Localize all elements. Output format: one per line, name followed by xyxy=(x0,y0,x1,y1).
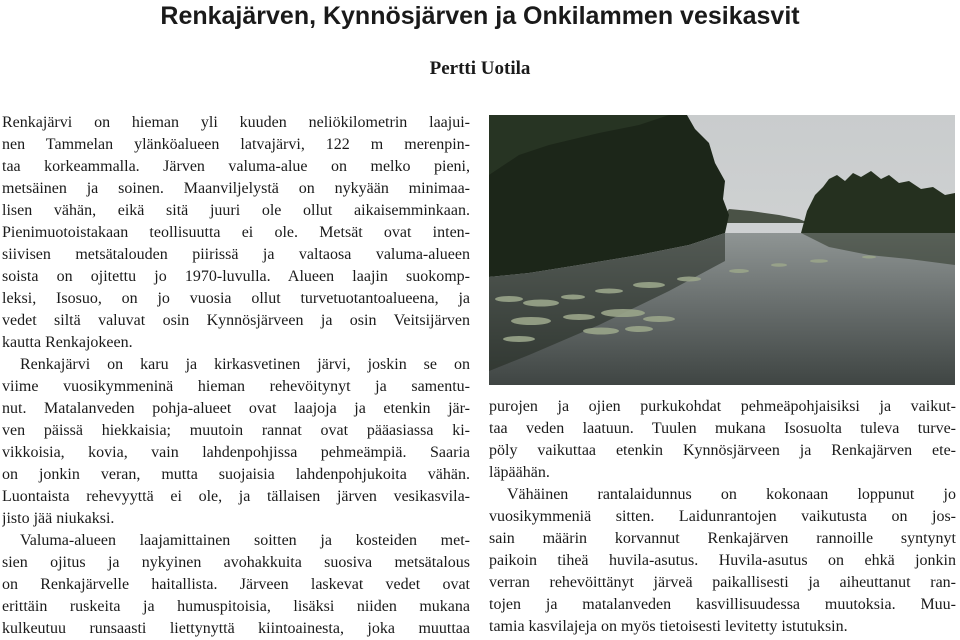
article-title: Renkajärven, Kynnösjärven ja Onkilammen vesikasvit xyxy=(160,2,800,30)
text-line: pöly vaikuttaa etenkin Kynnösjärveen ja Renkajärven ete- xyxy=(489,442,956,459)
left-column-text xyxy=(2,112,470,640)
article-author xyxy=(0,58,960,80)
text-line: ven päissä hiekkaisia; muutoin rannat ovat pääasiassa ki- xyxy=(2,422,470,439)
right-column-text xyxy=(489,396,956,638)
lake-photo xyxy=(489,115,955,385)
text-line: Renkajärvi on karu ja kirkasvetinen järvi, joskin se on xyxy=(20,356,470,373)
text-line: nen Tammelan ylänköalueen latvajärvi, 122 m merenpin- xyxy=(2,136,470,153)
text-line: verran rehevöittänyt järveä paikallisesti ja aiheuttanut ran- xyxy=(489,574,956,591)
text-line: tamia kasvilajeja on myös tietoisesti levitetty istutuksin. xyxy=(489,618,848,635)
text-line: sain määrin korvannut Renkajärven rannoille syntynyt xyxy=(489,530,956,547)
text-line: viime vuosikymmeninä hieman rehevöitynyt ja samentu- xyxy=(2,378,470,395)
text-line: tojen ja matalanveden kasvillisuudessa muutoksia. Muu- xyxy=(489,596,956,613)
text-line: leksi, Isosuo, on jo vuosia ollut turvetuotantoalueena, ja xyxy=(2,290,470,307)
text-line: on jonkin veran, mutta suojaisia lahdenpohjukoita vähän. xyxy=(2,466,470,483)
text-line: Vähäinen rantalaidunnus on kokonaan loppunut jo xyxy=(507,486,956,503)
author-name: Pertti Uotila xyxy=(429,58,531,79)
text-line: jisto jää niukaksi. xyxy=(2,510,115,527)
text-line: vedet siltä valuvat osin Kynnösjärveen ja osin Veitsijärven xyxy=(2,312,470,329)
text-line: erittäin ruskeita ja humuspitoisia, lisäksi niiden mukana xyxy=(2,598,470,615)
text-line: nut. Matalanveden pohja-alueet ovat laajoja ja etenkin jär- xyxy=(2,400,470,417)
text-line: vuosikymmeniä sitten. Laidunrantojen vaikutusta on jos- xyxy=(489,508,956,525)
text-line: vikkoisia, kovia, vain lahdenpohjissa pehmeämpiä. Saaria xyxy=(2,444,470,461)
text-line: sien ojitus ja nykyinen avohakkuita suosiva metsätalous xyxy=(2,554,470,571)
text-line: kautta Renkajokeen. xyxy=(2,334,133,351)
text-line: kulkeutuu runsaasti liettynyttä kiintoainesta, joka muuttaa xyxy=(2,620,470,637)
text-line: paikoin tiheä huvila-asutus. Huvila-asutus on ehkä jonkin xyxy=(489,552,956,569)
text-line: siivisen metsätalouden piirissä ja valtaosa valuma-alueen xyxy=(2,246,470,263)
text-line: taa korkeammalla. Järven valuma-alue on melko pieni, xyxy=(2,158,470,175)
text-line: Renkajärvi on hieman yli kuuden neliökilometrin laajui- xyxy=(2,114,470,131)
text-line: taa veden laatuun. Tuulen mukana Isosuolta tuleva turve- xyxy=(489,420,956,437)
text-line: Pienimuotoistakaan teollisuutta ei ole. Metsät ovat inten- xyxy=(2,224,470,241)
text-line: läpäähän. xyxy=(489,464,550,481)
text-line: Luontaista rehevyyttä ei ole, ja tällaisen järven vesikasvila- xyxy=(2,488,470,505)
text-line: metsäinen ja soinen. Maanviljelystä on nykyään minimaa- xyxy=(2,180,470,197)
text-line: soista on ojitettu jo 1970-luvulla. Alueen laajin suokomp- xyxy=(2,268,470,285)
text-line: on Renkajärvelle haitallista. Järveen laskevat vedet ovat xyxy=(2,576,470,593)
text-line: purojen ja ojien purkukohdat pehmeäpohjaisiksi ja vaikut- xyxy=(489,398,956,415)
text-line: Valuma-alueen laajamittainen soitten ja kosteiden met- xyxy=(20,532,470,549)
text-line: lisen vähän, eikä sitä juuri ole ollut aikaisemminkaan. xyxy=(2,202,470,219)
